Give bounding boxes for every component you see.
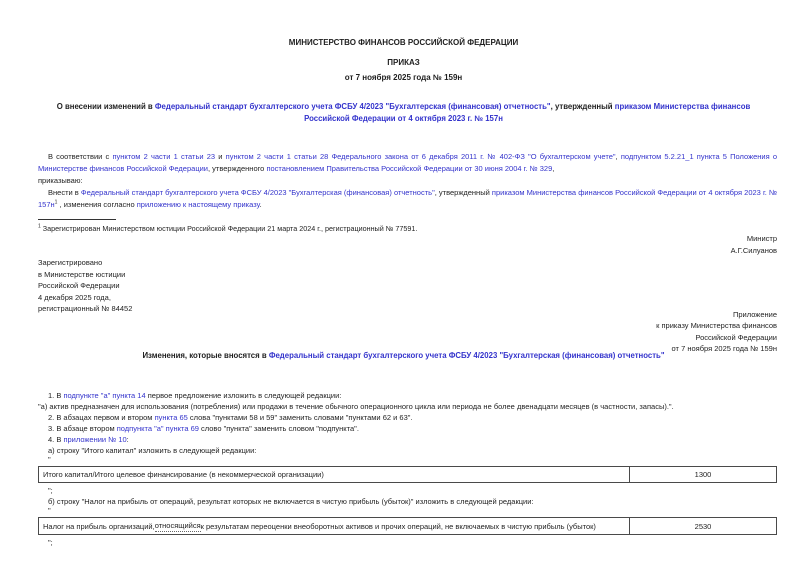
amendment-item-4b: б) строку "Налог на прибыль от операций, результат которых не включается в чистую прибыль (убыток)" изложить в следующей редакции:	[48, 497, 534, 506]
ministry-name: МИНИСТЕРСТВО ФИНАНСОВ РОССИЙСКОЙ ФЕДЕРАЦИИ	[288, 38, 519, 47]
amendments-section	[38, 390, 777, 548]
quote-close-mark: ";	[48, 486, 53, 495]
link-resolution-329[interactable]: постановлением Правительства Российской Федерации от 30 июня 2004 г. № 329	[266, 164, 553, 174]
amendment-item-4	[38, 434, 777, 445]
registration-line: в Министерстве юстиции	[38, 269, 126, 279]
amendment-table-capital	[38, 466, 777, 483]
footnote-text	[38, 223, 777, 234]
link-subclause-5-2-21-1[interactable]: подпунктом 5.2.21_1 пункта 5 Положения о Министерстве финансов Российской Федерации	[38, 152, 778, 174]
annex-header-line: от 7 ноября 2025 года № 159н	[671, 343, 777, 353]
preamble-text-4: , утвержденного	[208, 164, 267, 174]
amendment-1-text-1: 1. В	[48, 391, 64, 400]
footnote-body: Зарегистрирован Министерством юстиции Российской Федерации 21 марта 2024 г., регистрационный № 77591.	[40, 224, 418, 233]
directive-text-3: , изменения согласно	[57, 200, 137, 209]
link-subclause-a-clause-69[interactable]: подпункта "а" пункта 69	[116, 424, 199, 433]
link-fsbu-4-2023[interactable]: Федеральный стандарт бухгалтерского учета ФСБУ 4/2023 "Бухгалтерская (финансовая) отчетность"	[154, 102, 551, 111]
amendment-item-4a: а) строку "Итого капитал" изложить в следующей редакции:	[48, 446, 257, 455]
preamble-block	[38, 151, 777, 188]
annex-header-line: Приложение	[733, 310, 777, 319]
amendment-item-1	[38, 390, 777, 401]
registration-line: 4 декабря 2025 года,	[38, 292, 111, 302]
preamble-text-2: и	[215, 152, 226, 161]
preamble-paragraph	[38, 151, 777, 175]
amendment-1-quote: "а) актив предназначен для использования (потребления) или продажи в течение обычного операционного цикла или периода не более двенадцати месяцев (в частности, запасы).".	[38, 402, 674, 411]
tax-label-text-1: Налог на прибыль организаций,	[43, 521, 155, 531]
link-annex[interactable]: приложению к настоящему приказу	[136, 200, 260, 209]
footnote-marker: 1	[38, 223, 41, 230]
link-annex-10[interactable]: приложении № 10	[63, 435, 127, 444]
footnote-reference: 1	[54, 199, 58, 206]
annex-title-text: Изменения, которые вносятся в	[142, 351, 269, 360]
signature-block	[731, 233, 777, 256]
quote-open-mark: "	[48, 455, 51, 464]
registration-line: регистрационный № 84452	[38, 304, 133, 314]
directive-text-2: , утвержденный	[434, 188, 492, 197]
link-clause-23[interactable]: пунктом 2 части 1 статьи 23	[112, 152, 216, 161]
amendment-4-text-2: :	[126, 435, 129, 444]
amendment-2-text-2: слова "пунктами 58 и 59" заменить словами "пунктами 62 и 63".	[187, 413, 413, 422]
link-order-157n[interactable]: приказом Министерства финансов Российской Федерации от 4 октября 2023 г. № 157н	[304, 102, 751, 123]
tax-label-text-2: к результатам переоценки внеоборотных активов и прочих операций, не включаемых в чистую прибыль (убыток)	[200, 521, 596, 531]
order-title	[42, 101, 765, 125]
registration-block	[38, 257, 132, 315]
amendment-4-text-1: 4. В	[48, 435, 64, 444]
footnote-divider	[38, 219, 116, 220]
quote-open-mark-2: "	[48, 506, 51, 515]
amendment-1-text-2: первое предложение изложить в следующей редакции:	[145, 391, 342, 400]
amendment-item-2	[38, 412, 777, 423]
amendment-3-text-2: слово "пункта" заменить словом "подпункта".	[198, 424, 359, 433]
directive-paragraph	[38, 187, 777, 211]
order-title-text-2: , утвержденный	[550, 102, 615, 111]
minister-name: А.Г.Силуанов	[730, 245, 777, 255]
link-fsbu-4-2023-directive[interactable]: Федеральный стандарт бухгалтерского учета ФСБУ 4/2023 "Бухгалтерская (финансовая) отчетность"	[80, 188, 435, 197]
table-cell-tax-code: 2530	[694, 521, 712, 531]
amendment-3-text-1: 3. В абзаце втором	[48, 424, 117, 433]
order-word: приказываю:	[38, 176, 83, 186]
preamble-text-1: В соответствии с	[48, 152, 113, 161]
registration-line: Зарегистрировано	[38, 258, 103, 267]
link-order-157n-directive[interactable]: приказом Министерства финансов Российской Федерации от 4 октября 2023 г. № 157н	[38, 188, 778, 209]
link-clause-28-law-402[interactable]: пунктом 2 части 1 статьи 28 Федерального закона от 6 декабря 2011 г. № 402-ФЗ "О бухгалтерском учете"	[225, 152, 616, 161]
link-clause-65[interactable]: пункта 65	[154, 413, 188, 422]
table-cell-tax-label	[39, 518, 630, 534]
preamble-text-3: ,	[615, 152, 621, 161]
minister-title: Министр	[746, 234, 777, 243]
directive-text-1: Внести в	[48, 188, 81, 197]
order-type: ПРИКАЗ	[387, 58, 420, 67]
link-fsbu-4-2023-annex[interactable]: Федеральный стандарт бухгалтерского учета ФСБУ 4/2023 "Бухгалтерская (финансовая) отчетность"	[268, 351, 665, 360]
directive-text-4: .	[259, 200, 262, 209]
table-cell-capital-label: Итого капитал/Итого целевое финансирование (в некоммерческой организации)	[39, 467, 630, 482]
preamble-text-5: ,	[552, 164, 555, 174]
amendment-2-text-1: 2. В абзацах первом и втором	[48, 413, 155, 422]
order-title-text-1: О внесении изменений в	[56, 102, 155, 111]
annex-title	[42, 350, 765, 362]
annex-header-line: Российской Федерации	[695, 332, 777, 342]
amendment-table-tax	[38, 517, 777, 535]
order-date: от 7 ноября 2025 года № 159н	[344, 73, 463, 82]
amendment-item-3	[38, 423, 777, 434]
registration-line: Российской Федерации	[38, 281, 120, 291]
link-subclause-a-clause-14[interactable]: подпункте "а" пункта 14	[63, 391, 146, 400]
annex-header	[656, 309, 777, 354]
tax-label-marked-word: относящийся	[154, 521, 201, 530]
quote-close-mark-2: ";	[48, 538, 53, 547]
table-cell-capital-code: 1300	[694, 470, 712, 479]
annex-header-line: к приказу Министерства финансов	[656, 321, 777, 331]
